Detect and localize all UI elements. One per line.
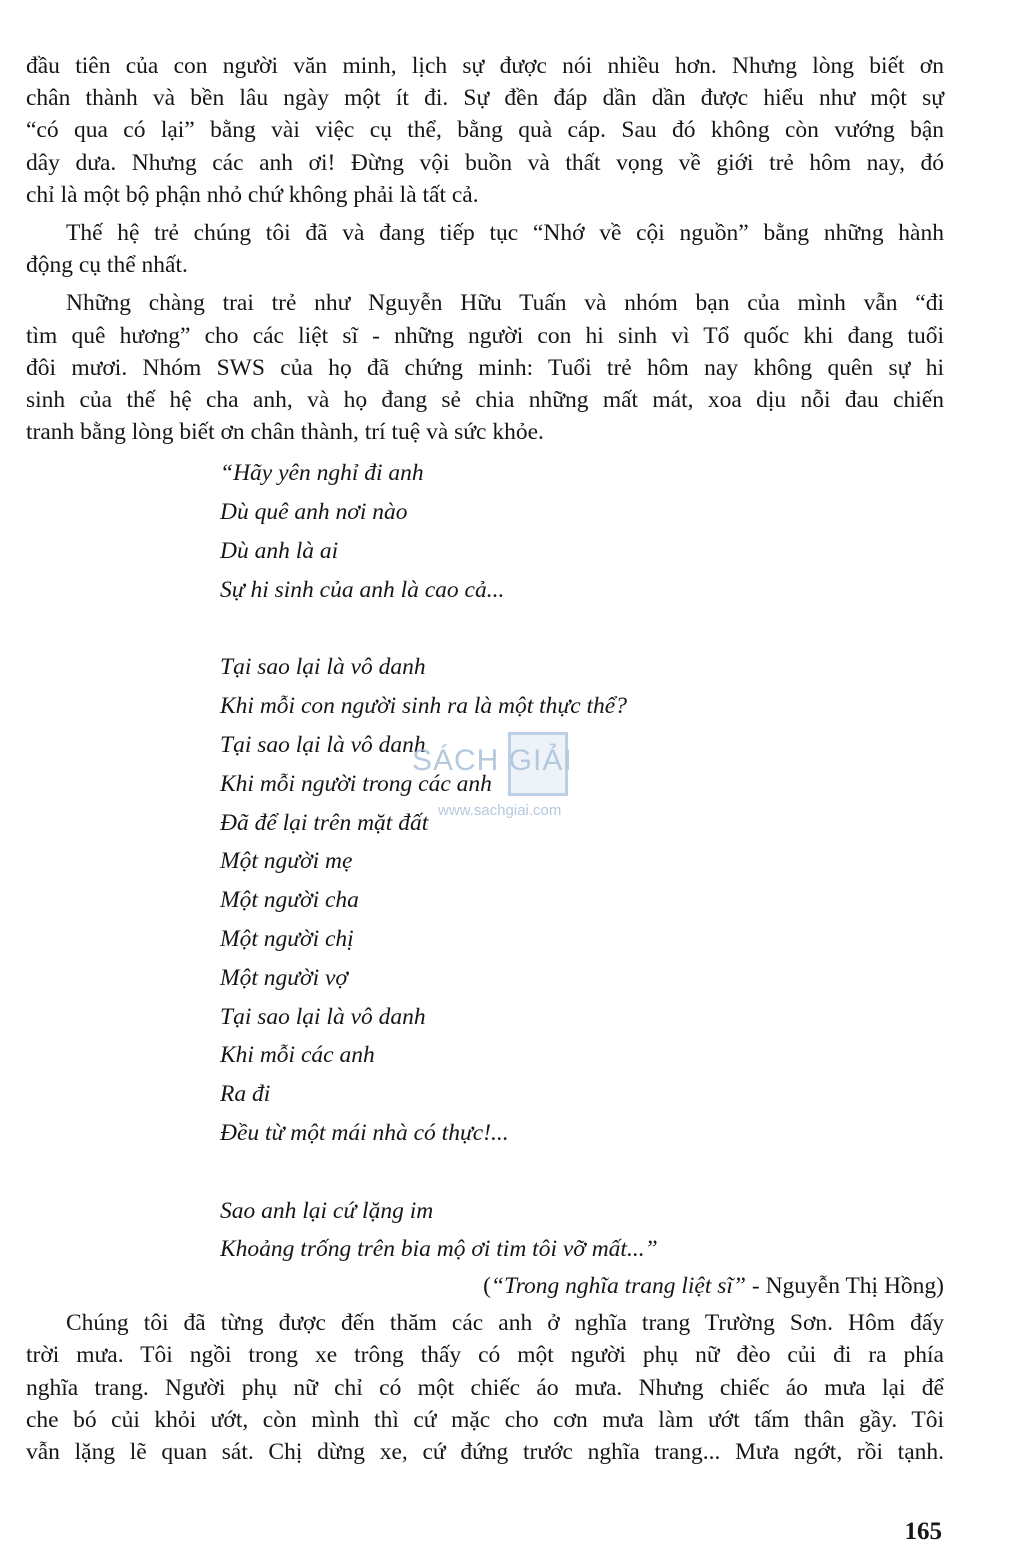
poem-line: Đã để lại trên mặt đất <box>220 809 429 836</box>
watermark-url: www.sachgiai.com <box>438 802 562 819</box>
watermark-text: SÁCH GIẢI <box>412 744 573 777</box>
paragraph-3 <box>26 287 944 448</box>
poem <box>26 454 944 1269</box>
attribution-author: - Nguyễn Thị Hồng) <box>746 1273 944 1300</box>
poem-line: Một người chị <box>220 926 354 952</box>
poem-line: “Hãy yên nghỉ đi anh <box>220 460 424 487</box>
paragraph-4 <box>26 1307 944 1468</box>
poem-line: Sao anh lại cứ lặng im <box>220 1197 434 1224</box>
poem-line: Tại sao lại là vô danh <box>220 654 426 681</box>
paragraph-1 <box>26 50 944 211</box>
paragraph-2 <box>26 217 944 281</box>
poem-stanza-2 <box>220 648 944 1152</box>
poem-stanza-3 <box>220 1192 944 1270</box>
text-line: vẫn lặng lẽ quan sát. Chị dừng xe, cứ đứng trước nghĩa trang... Mưa ngớt, rồi tạnh. <box>26 1438 944 1465</box>
poem-line: Khi mỗi các anh <box>220 1042 375 1069</box>
text-line: tìm quê hương” cho các liệt sĩ - những người con hi sinh vì Tổ quốc khi đang tuổi <box>26 322 944 349</box>
text-line: dây dưa. Nhưng các anh ơi! Đừng vội buồn và thất vọng về giới trẻ hôm nay, đó <box>26 149 944 176</box>
attribution-title: “Trong nghĩa trang liệt sĩ” <box>490 1273 747 1300</box>
page-number: 165 <box>904 1518 942 1545</box>
poem-line: Khi mỗi con người sinh ra là một thực thể? <box>220 693 627 720</box>
poem-line: Một người cha <box>220 887 359 914</box>
page-body <box>26 50 944 1474</box>
text-line: tranh bằng lòng biết ơn chân thành, trí tuệ và sức khỏe. <box>26 419 544 446</box>
text-line: sinh của thế hệ cha anh, và họ đang sẻ chia những mất mát, xoa dịu nỗi đau chiến <box>26 387 944 414</box>
text-line: Chúng tôi đã từng được đến thăm các anh ở nghĩa trang Trường Sơn. Hôm đấy <box>66 1310 944 1337</box>
text-line: chân thành và bền lâu ngày một ít đi. Sự đền đáp dần dần được hiểu như một sự <box>26 85 944 112</box>
poem-line: Tại sao lại là vô danh <box>220 1003 426 1030</box>
text-line: chỉ là một bộ phận nhỏ chứ không phải là tất cả. <box>26 181 479 208</box>
text-line: đầu tiên của con người văn minh, lịch sự được nói nhiều hơn. Nhưng lòng biết ơn <box>26 53 944 79</box>
poem-line: Khoảng trống trên bia mộ ơi tim tôi vỡ mất...” <box>220 1236 658 1263</box>
text-line: “có qua có lại” bằng vài việc cụ thể, bằng quà cáp. Sau đó không còn vướng bận <box>26 117 944 144</box>
poem-stanza-1 <box>220 454 944 609</box>
text-line: động cụ thể nhất. <box>26 252 188 279</box>
poem-attribution <box>26 1269 944 1303</box>
poem-line: Một người vợ <box>220 964 348 991</box>
attribution-open: ( <box>483 1273 491 1300</box>
poem-line: Ra đi <box>220 1081 271 1108</box>
text-line: Thế hệ trẻ chúng tôi đã và đang tiếp tục “Nhớ về cội nguồn” bằng những hành <box>66 220 944 247</box>
text-line: đôi mươi. Nhóm SWS của họ đã chứng minh: Tuổi trẻ hôm nay không quên sự hi <box>26 354 944 381</box>
poem-line: Dù anh là ai <box>220 538 339 565</box>
poem-line: Đều từ một mái nhà có thực!... <box>220 1119 509 1146</box>
poem-line: Khi mỗi người trong các anh <box>220 770 492 797</box>
poem-line: Dù quê anh nơi nào <box>220 499 408 526</box>
text-line: Những chàng trai trẻ như Nguyễn Hữu Tuấn và nhóm bạn của mình vẫn “đi <box>66 290 944 317</box>
poem-line: Tại sao lại là vô danh <box>220 732 426 759</box>
poem-line: Sự hi sinh của anh là cao cả... <box>220 576 505 603</box>
text-line: nghĩa trang. Người phụ nữ chỉ có một chiếc áo mưa. Nhưng chiếc áo mưa lại để <box>26 1374 944 1401</box>
text-line: che bó củi khỏi ướt, còn mình thì cứ mặc cho cơn mưa làm ướt tấm thân gầy. Tôi <box>26 1406 944 1433</box>
text-line: trời mưa. Tôi ngồi trong xe trông thấy có một người phụ nữ đèo củi đi ra phía <box>26 1342 944 1369</box>
poem-line: Một người mẹ <box>220 848 353 875</box>
